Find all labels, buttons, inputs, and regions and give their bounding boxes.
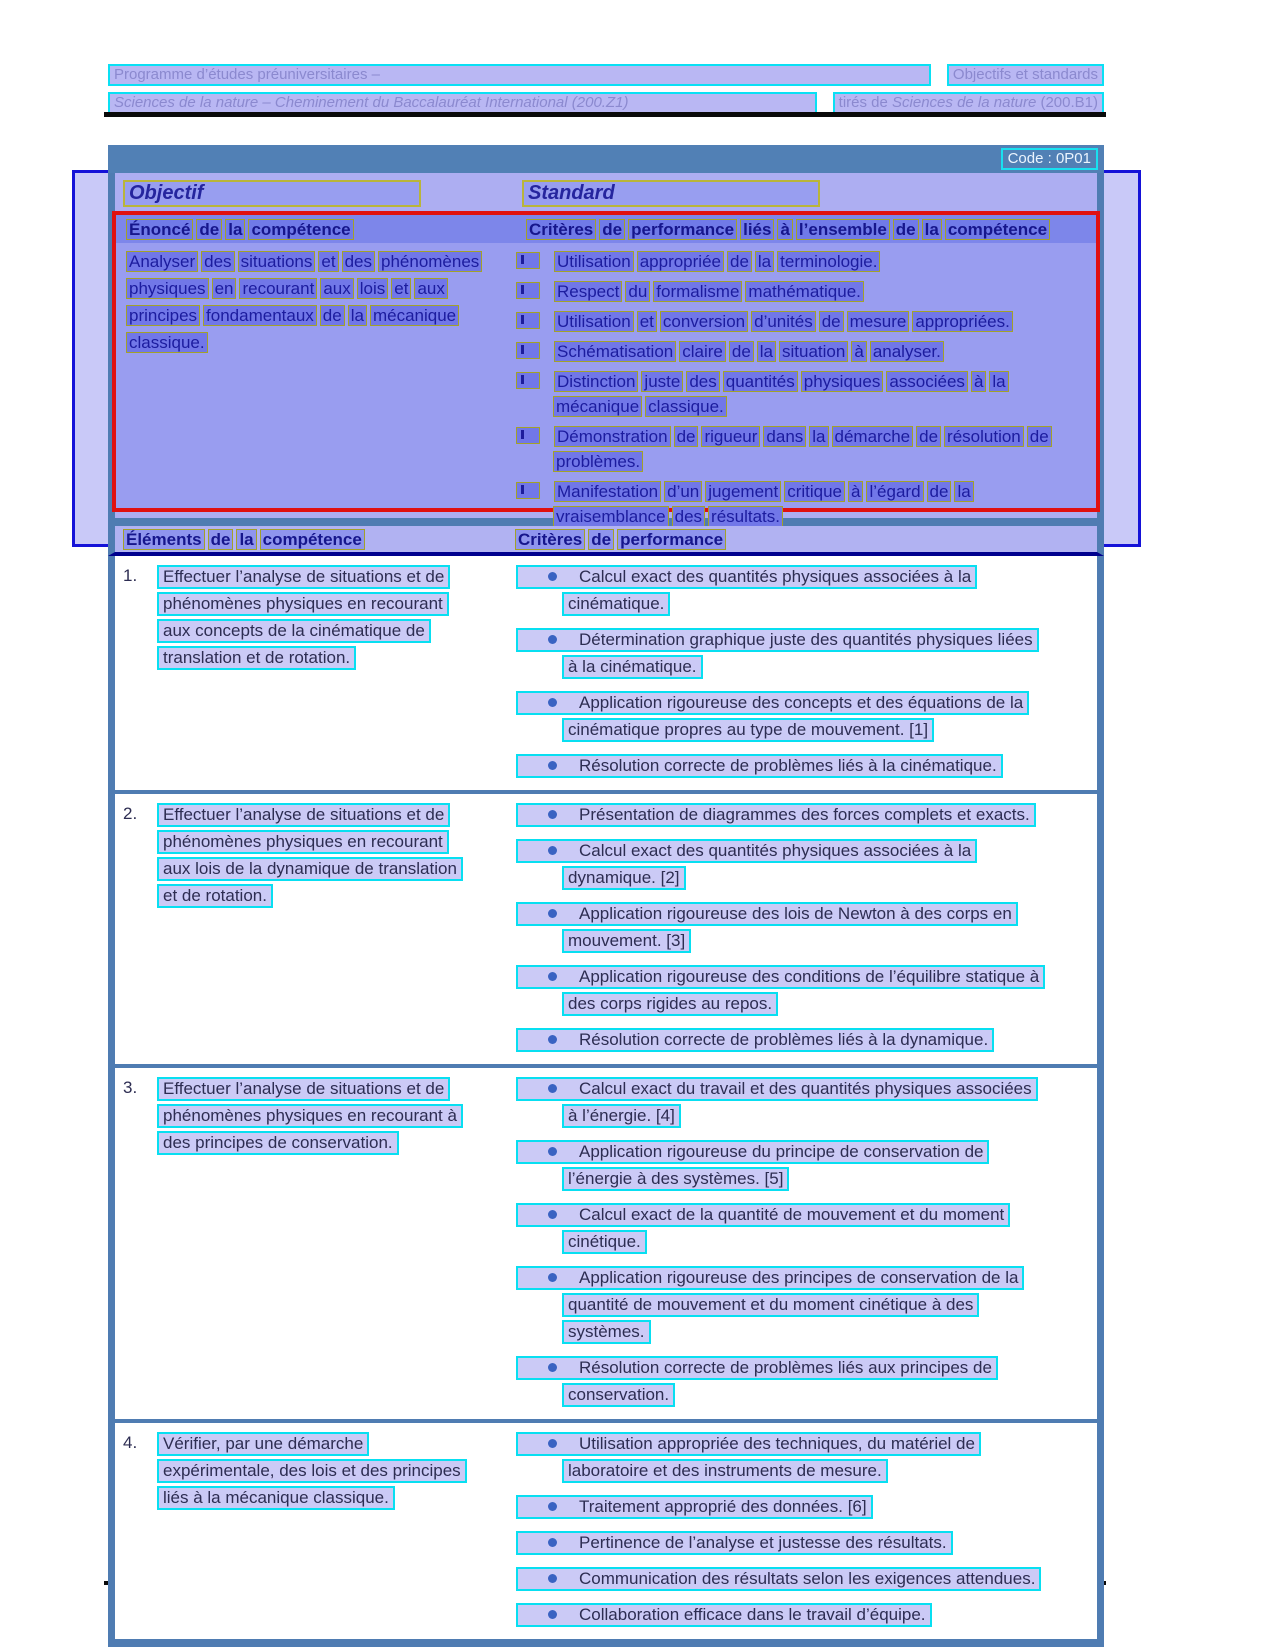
criterion-line bbox=[553, 396, 1096, 419]
criterion-text-line: conservation. bbox=[562, 1383, 675, 1407]
word-box: Manifestation bbox=[554, 481, 661, 502]
word-box: à bbox=[971, 371, 986, 392]
criterion-item bbox=[516, 1531, 1097, 1558]
criterion-line bbox=[516, 992, 1097, 1019]
criterion-line bbox=[516, 311, 1096, 334]
bullet-icon bbox=[548, 1574, 557, 1583]
word-box: juste bbox=[641, 371, 683, 392]
competency-table bbox=[108, 145, 1104, 1624]
criterion-item bbox=[516, 1140, 1097, 1194]
bullet-icon bbox=[548, 572, 557, 581]
criterion-text-line: Résolution correcte de problèmes liés aux principes de bbox=[516, 1356, 998, 1380]
enonce-line bbox=[126, 305, 516, 328]
word-box: aux bbox=[414, 278, 447, 299]
word-box: Éléments bbox=[123, 529, 205, 550]
word-box: la bbox=[348, 305, 367, 326]
enonce-line bbox=[126, 332, 516, 355]
enonce-annotation-red-box bbox=[112, 211, 1100, 526]
word-box: lois bbox=[357, 278, 389, 299]
table-bottom-border bbox=[108, 1639, 1104, 1647]
word-box: à bbox=[777, 219, 792, 240]
word-box: problèmes. bbox=[553, 451, 643, 472]
criterion-line bbox=[516, 1356, 1097, 1383]
bullet-icon bbox=[548, 1147, 557, 1156]
criterion-line bbox=[516, 866, 1097, 893]
word-box: et bbox=[637, 311, 657, 332]
elements-header-row bbox=[108, 526, 1104, 556]
word-box: de bbox=[1027, 426, 1052, 447]
word-box: mécanique bbox=[370, 305, 459, 326]
criterion-line bbox=[516, 1077, 1097, 1104]
criterion-line bbox=[516, 1230, 1097, 1257]
criterion-text-line: cinétique. bbox=[562, 1230, 647, 1254]
word-box: phénomènes bbox=[378, 251, 482, 272]
criterion-text-line: Calcul exact des quantités physiques associées à la bbox=[516, 839, 977, 863]
criterion-line bbox=[516, 341, 1096, 364]
criterion-item bbox=[516, 565, 1097, 619]
word-box: Démonstration bbox=[554, 426, 671, 447]
word-box: la bbox=[809, 426, 828, 447]
word-box: appropriée bbox=[637, 251, 724, 272]
word-box: et bbox=[318, 251, 338, 272]
word-box: performance bbox=[617, 529, 726, 550]
criterion-item bbox=[516, 1077, 1097, 1131]
criterion-text-line: l’énergie à des systèmes. [5] bbox=[562, 1167, 789, 1191]
enonce-header-row bbox=[116, 215, 1096, 243]
element-text-line: expérimentale, des lois et des principes bbox=[157, 1459, 467, 1483]
word-box: d’unités bbox=[751, 311, 816, 332]
word-box: à bbox=[851, 341, 866, 362]
criterion-text-line: dynamique. [2] bbox=[562, 866, 686, 890]
bullet-icon bbox=[548, 1363, 557, 1372]
bullet-icon bbox=[548, 698, 557, 707]
word-box: Utilisation bbox=[554, 311, 634, 332]
word-box: la bbox=[225, 219, 245, 240]
criterion-item bbox=[516, 839, 1097, 893]
word-box: analyser. bbox=[870, 341, 944, 362]
bullet-icon bbox=[548, 909, 557, 918]
word-box: situations bbox=[238, 251, 316, 272]
word-box: des bbox=[686, 371, 719, 392]
criterion-text-line: Détermination graphique juste des quantités physiques liées bbox=[516, 628, 1039, 652]
bullet-icon bbox=[548, 810, 557, 819]
word-box: performance bbox=[628, 219, 737, 240]
word-box: jugement bbox=[705, 481, 781, 502]
word-box: associées bbox=[886, 371, 968, 392]
element-text-line: aux lois de la dynamique de translation bbox=[157, 857, 463, 881]
element-text-line: Effectuer l’analyse de situations et de bbox=[157, 1077, 450, 1101]
criterion-line bbox=[516, 1603, 1097, 1630]
criterion-line bbox=[516, 592, 1097, 619]
element-text-line: et de rotation. bbox=[157, 884, 273, 908]
enonce-line bbox=[126, 278, 516, 301]
criterion-line bbox=[516, 628, 1097, 655]
criterion-item bbox=[516, 341, 1096, 364]
criterion-line bbox=[516, 481, 1096, 504]
word-box: l’égard bbox=[866, 481, 923, 502]
criterion-line bbox=[516, 1459, 1097, 1486]
criterion-line bbox=[516, 902, 1097, 929]
word-box: la bbox=[236, 529, 256, 550]
criterion-text-line: Application rigoureuse des lois de Newton à des corps en bbox=[516, 902, 1018, 926]
code-badge: Code : 0P01 bbox=[1001, 148, 1098, 170]
word-box: aux bbox=[320, 278, 353, 299]
bullet-icon bbox=[548, 1035, 557, 1044]
criterion-line bbox=[516, 1140, 1097, 1167]
word-box: liés bbox=[740, 219, 774, 240]
criterion-line bbox=[516, 1028, 1097, 1055]
criterion-item bbox=[516, 426, 1096, 474]
criterion-item bbox=[516, 965, 1097, 1019]
criterion-item bbox=[516, 1356, 1097, 1410]
header-program-title: Programme d’études préuniversitaires – bbox=[108, 64, 931, 86]
word-box: situation bbox=[779, 341, 848, 362]
word-box: la bbox=[757, 341, 776, 362]
word-box: Énoncé bbox=[126, 219, 193, 240]
criterion-item bbox=[516, 1203, 1097, 1257]
element-number: 4. bbox=[123, 1433, 138, 1452]
criterion-text-line: à la cinématique. bbox=[562, 655, 703, 679]
header-rule bbox=[104, 112, 1106, 117]
criterion-text-line: systèmes. bbox=[562, 1320, 651, 1344]
criterion-text-line: Traitement approprié des données. [6] bbox=[516, 1495, 873, 1519]
word-box: des bbox=[672, 506, 705, 527]
objectif-standard-section bbox=[108, 173, 1104, 526]
word-box: de bbox=[588, 529, 614, 550]
word-box: de bbox=[674, 426, 699, 447]
element-number: 3. bbox=[123, 1078, 138, 1097]
enonce-text bbox=[116, 251, 516, 536]
element-text-line: Effectuer l’analyse de situations et de bbox=[157, 803, 450, 827]
criterion-line bbox=[516, 1495, 1097, 1522]
criterion-item bbox=[516, 281, 1096, 304]
word-box: Utilisation bbox=[554, 251, 634, 272]
criterion-text-line: cinématique. bbox=[562, 592, 670, 616]
word-box: Critères bbox=[526, 219, 596, 240]
criterion-line bbox=[516, 691, 1097, 718]
criteres-ensemble-list bbox=[516, 251, 1096, 536]
criterion-text-line: Calcul exact du travail et des quantités physiques associées bbox=[516, 1077, 1038, 1101]
word-box: Distinction bbox=[554, 371, 638, 392]
word-box: Analyser bbox=[126, 251, 198, 272]
bullet-icon bbox=[516, 282, 540, 299]
criterion-line bbox=[516, 1567, 1097, 1594]
criterion-item bbox=[516, 251, 1096, 274]
criterion-text-line: Présentation de diagrammes des forces complets et exacts. bbox=[516, 803, 1036, 827]
criterion-line bbox=[516, 803, 1097, 830]
bullet-icon bbox=[516, 252, 540, 269]
element-text-line: phénomènes physiques en recourant bbox=[157, 830, 449, 854]
criteres-performance-header bbox=[515, 529, 729, 550]
word-box: Respect bbox=[554, 281, 622, 302]
criterion-line bbox=[516, 251, 1096, 274]
word-box: conversion bbox=[660, 311, 748, 332]
element-text-line: Effectuer l’analyse de situations et de bbox=[157, 565, 450, 589]
criterion-text-line: Collaboration efficace dans le travail d’équipe. bbox=[516, 1603, 932, 1627]
word-box: fondamentaux bbox=[203, 305, 317, 326]
word-box: classique. bbox=[645, 396, 727, 417]
criterion-item bbox=[516, 481, 1096, 529]
word-box: résolution bbox=[944, 426, 1024, 447]
criterion-item bbox=[516, 1266, 1097, 1347]
elements-header bbox=[123, 529, 368, 550]
bullet-icon bbox=[548, 1210, 557, 1219]
word-box: compétence bbox=[945, 219, 1050, 240]
criterion-line bbox=[516, 1293, 1097, 1320]
criterion-text-line: cinématique propres au type de mouvement. [1] bbox=[562, 718, 934, 742]
criterion-line bbox=[516, 655, 1097, 682]
element-row bbox=[115, 794, 1097, 1068]
criterion-line bbox=[516, 718, 1097, 745]
criterion-line bbox=[553, 451, 1096, 474]
word-box: l’ensemble bbox=[796, 219, 890, 240]
word-box: de bbox=[727, 251, 752, 272]
word-box: des bbox=[201, 251, 234, 272]
criterion-text-line: Application rigoureuse des principes de conservation de la bbox=[516, 1266, 1024, 1290]
word-box: rigueur bbox=[701, 426, 760, 447]
criterion-line bbox=[516, 1432, 1097, 1459]
element-text-line: aux concepts de la cinématique de bbox=[157, 619, 431, 643]
header-objectifs-standards: Objectifs et standards bbox=[947, 64, 1104, 86]
bullet-icon bbox=[548, 635, 557, 644]
criterion-item bbox=[516, 754, 1097, 781]
criterion-line bbox=[516, 1167, 1097, 1194]
element-text-line: des principes de conservation. bbox=[157, 1131, 399, 1155]
criterion-text-line: laboratoire et des instruments de mesure. bbox=[562, 1459, 888, 1483]
word-box: classique. bbox=[126, 332, 208, 353]
criterion-line bbox=[516, 1203, 1097, 1230]
word-box: quantités bbox=[723, 371, 798, 392]
word-box: démarche bbox=[832, 426, 914, 447]
criterion-line bbox=[516, 1104, 1097, 1131]
word-box: de bbox=[320, 305, 345, 326]
criterion-text-line: Résolution correcte de problèmes liés à la cinématique. bbox=[516, 754, 1003, 778]
criterion-item bbox=[516, 628, 1097, 682]
element-row bbox=[115, 1423, 1097, 1639]
word-box: résultats. bbox=[708, 506, 783, 527]
criterion-line bbox=[516, 1383, 1097, 1410]
word-box: Critères bbox=[515, 529, 585, 550]
criterion-text-line: Pertinence de l’analyse et justesse des résultats. bbox=[516, 1531, 953, 1555]
word-box: Schématisation bbox=[554, 341, 676, 362]
criterion-line bbox=[516, 426, 1096, 449]
word-box: et bbox=[391, 278, 411, 299]
criterion-line bbox=[516, 754, 1097, 781]
word-box: dans bbox=[763, 426, 806, 447]
word-box: formalisme bbox=[653, 281, 742, 302]
bullet-icon bbox=[516, 427, 540, 444]
criterion-text-line: des corps rigides au repos. bbox=[562, 992, 778, 1016]
word-box: de bbox=[916, 426, 941, 447]
criterion-text-line: Résolution correcte de problèmes liés à la dynamique. bbox=[516, 1028, 994, 1052]
objectif-standard-row bbox=[115, 173, 1097, 211]
header-line-2 bbox=[108, 92, 1104, 114]
word-box: compétence bbox=[248, 219, 353, 240]
bullet-icon bbox=[548, 1084, 557, 1093]
bullet-icon bbox=[548, 1538, 557, 1547]
element-row bbox=[115, 556, 1097, 794]
criterion-line bbox=[516, 1266, 1097, 1293]
criterion-line bbox=[516, 565, 1097, 592]
word-box: mesure bbox=[847, 311, 910, 332]
elements-body bbox=[108, 556, 1104, 1639]
standard-heading: Standard bbox=[522, 180, 820, 207]
criterion-line bbox=[516, 1531, 1097, 1558]
criterion-item bbox=[516, 1028, 1097, 1055]
criterion-line bbox=[516, 371, 1096, 394]
element-number: 2. bbox=[123, 804, 138, 823]
criterion-text-line: quantité de mouvement et du moment cinétique à des bbox=[562, 1293, 979, 1317]
enonce-body-row bbox=[116, 243, 1096, 536]
element-row bbox=[115, 1068, 1097, 1423]
criterion-text-line: mouvement. [3] bbox=[562, 929, 691, 953]
word-box: vraisemblance bbox=[553, 506, 669, 527]
word-box: de bbox=[196, 219, 222, 240]
criterion-item bbox=[516, 803, 1097, 830]
word-box: la bbox=[954, 481, 973, 502]
criterion-item bbox=[516, 371, 1096, 419]
word-box: mécanique bbox=[553, 396, 642, 417]
word-box: des bbox=[342, 251, 375, 272]
word-box: physiques bbox=[126, 278, 209, 299]
criterion-item bbox=[516, 1603, 1097, 1630]
criterion-item bbox=[516, 691, 1097, 745]
criterion-line bbox=[516, 965, 1097, 992]
word-box: à bbox=[848, 481, 863, 502]
bullet-icon bbox=[516, 312, 540, 329]
header-line-1 bbox=[108, 64, 1104, 86]
criterion-line bbox=[516, 929, 1097, 956]
word-box: terminologie. bbox=[777, 251, 880, 272]
table-title-bar bbox=[108, 145, 1104, 173]
word-box: en bbox=[212, 278, 237, 299]
word-box: de bbox=[729, 341, 754, 362]
word-box: principes bbox=[126, 305, 200, 326]
element-text-line: translation et de rotation. bbox=[157, 646, 356, 670]
word-box: la bbox=[922, 219, 942, 240]
bullet-icon bbox=[548, 1610, 557, 1619]
bullet-icon bbox=[548, 1502, 557, 1511]
enonce-header bbox=[126, 219, 526, 240]
bullet-icon bbox=[516, 372, 540, 389]
criterion-text-line: à l’énergie. [4] bbox=[562, 1104, 681, 1128]
element-text-line: Vérifier, par une démarche bbox=[157, 1432, 369, 1456]
header-program-subtitle: Sciences de la nature – Cheminement du Baccalauréat International (200.Z1) bbox=[108, 92, 817, 114]
criterion-text-line: Application rigoureuse des conditions de l’équilibre statique à bbox=[516, 965, 1045, 989]
criterion-text-line: Application rigoureuse des concepts et des équations de la bbox=[516, 691, 1029, 715]
element-text-line: phénomènes physiques en recourant bbox=[157, 592, 449, 616]
word-box: compétence bbox=[260, 529, 365, 550]
criterion-item bbox=[516, 1432, 1097, 1486]
word-box: d’un bbox=[664, 481, 702, 502]
criterion-text-line: Communication des résultats selon les exigences attendues. bbox=[516, 1567, 1041, 1591]
criterion-text-line: Utilisation appropriée des techniques, du matériel de bbox=[516, 1432, 981, 1456]
word-box: la bbox=[755, 251, 774, 272]
word-box: appropriées. bbox=[912, 311, 1013, 332]
word-box: recourant bbox=[239, 278, 317, 299]
criterion-text-line: Application rigoureuse du principe de conservation de bbox=[516, 1140, 989, 1164]
bullet-icon bbox=[516, 482, 540, 499]
criterion-item bbox=[516, 311, 1096, 334]
criterion-line bbox=[516, 1320, 1097, 1347]
element-number: 1. bbox=[123, 566, 138, 585]
criterion-line bbox=[516, 839, 1097, 866]
element-text-line: liés à la mécanique classique. bbox=[157, 1486, 395, 1510]
word-box: critique bbox=[784, 481, 845, 502]
bullet-icon bbox=[548, 1439, 557, 1448]
bullet-icon bbox=[548, 972, 557, 981]
element-text-line: phénomènes physiques en recourant à bbox=[157, 1104, 463, 1128]
criterion-item bbox=[516, 902, 1097, 956]
word-box: de bbox=[893, 219, 919, 240]
word-box: de bbox=[927, 481, 952, 502]
criterion-line bbox=[516, 281, 1096, 304]
word-box: mathématique. bbox=[745, 281, 863, 302]
bullet-icon bbox=[548, 846, 557, 855]
word-box: de bbox=[599, 219, 625, 240]
criterion-item bbox=[516, 1567, 1097, 1594]
word-box: claire bbox=[679, 341, 726, 362]
bullet-icon bbox=[548, 1273, 557, 1282]
word-box: la bbox=[989, 371, 1008, 392]
word-box: de bbox=[819, 311, 844, 332]
criteres-ensemble-header bbox=[526, 219, 1096, 240]
word-box: de bbox=[208, 529, 234, 550]
bullet-icon bbox=[516, 342, 540, 359]
enonce-line bbox=[126, 251, 516, 274]
criterion-text-line: Calcul exact de la quantité de mouvement et du moment bbox=[516, 1203, 1010, 1227]
word-box: du bbox=[625, 281, 650, 302]
criterion-text-line: Calcul exact des quantités physiques associées à la bbox=[516, 565, 977, 589]
word-box: physiques bbox=[801, 371, 884, 392]
header-source: tirés de Sciences de la nature (200.B1) bbox=[833, 92, 1104, 114]
bullet-icon bbox=[548, 761, 557, 770]
objectif-heading: Objectif bbox=[123, 180, 421, 207]
criterion-item bbox=[516, 1495, 1097, 1522]
